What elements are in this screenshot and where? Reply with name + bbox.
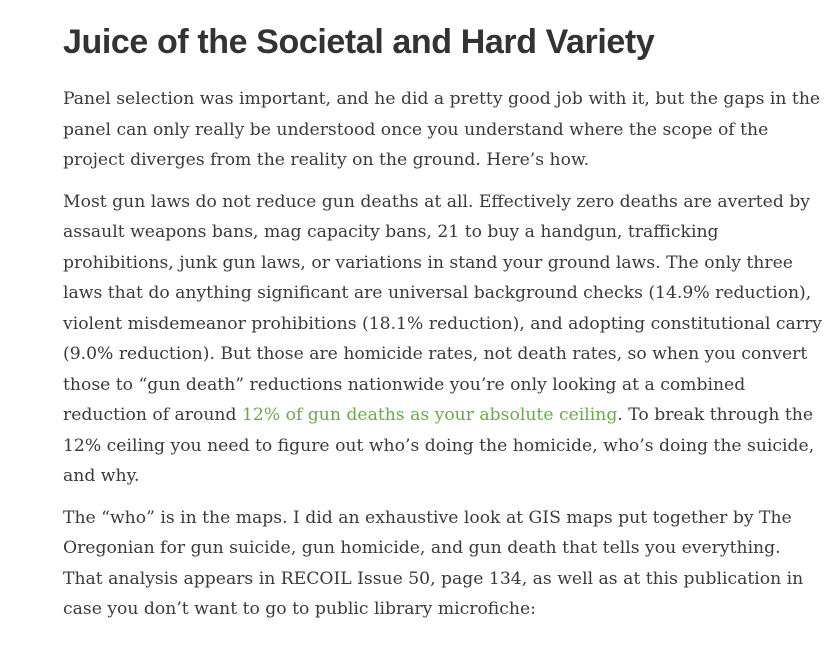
section-heading: Juice of the Societal and Hard Variety — [63, 23, 655, 61]
text-line: That analysis appears in RECOIL Issue 50, page 134, as well as at this publication in — [63, 568, 804, 589]
text-line: assault weapons bans, mag capacity bans, 21 to buy a handgun, trafficking — [63, 222, 719, 242]
text-line: The “who” is in the maps. I did an exhaustive look at GIS maps put together by The — [63, 507, 792, 528]
text-line: prohibitions, junk gun laws, or variations in stand your ground laws. The only three — [63, 252, 793, 273]
text-line: (9.0% reduction). But those are homicide rates, not death rates, so when you convert — [63, 344, 808, 364]
text-line: project diverges from the reality on the ground. Here’s how. — [63, 150, 590, 170]
text-line: panel can only really be understood once you understand where the scope of the — [63, 119, 769, 140]
text-line: 12% ceiling you need to figure out who’s doing the homicide, who’s doing the suicide, — [63, 435, 815, 456]
text-line: case you don’t want to go to public library microfiche: — [63, 599, 536, 619]
text-line: Most gun laws do not reduce gun deaths at all. Effectively zero deaths are averted by — [63, 191, 811, 212]
link-line-suffix: . To break through the — [617, 405, 814, 425]
text-line: and why. — [63, 466, 140, 486]
text-line: Oregonian for gun suicide, gun homicide, and gun death that tells you everything. — [63, 538, 781, 558]
ceiling-article-link[interactable]: 12% of gun deaths as your absolute ceiling — [241, 405, 618, 425]
paragraph-maps — [63, 503, 804, 625]
text-line: violent misdemeanor prohibitions (18.1% reduction), and adopting constitutional carry — [63, 313, 822, 334]
text-line-with-link — [63, 400, 814, 431]
article-body — [63, 14, 822, 636]
paragraph-panel-selection — [63, 84, 821, 176]
text-line: those to “gun death” reductions nationwide you’re only looking at a combined — [63, 374, 746, 395]
link-line-prefix: reduction of around — [63, 405, 242, 425]
text-line: Panel selection was important, and he did a pretty good job with it, but the gaps in the — [63, 89, 821, 109]
paragraph-gun-laws — [63, 187, 822, 492]
text-line: laws that do anything significant are universal background checks (14.9% reduction), — [63, 283, 812, 303]
